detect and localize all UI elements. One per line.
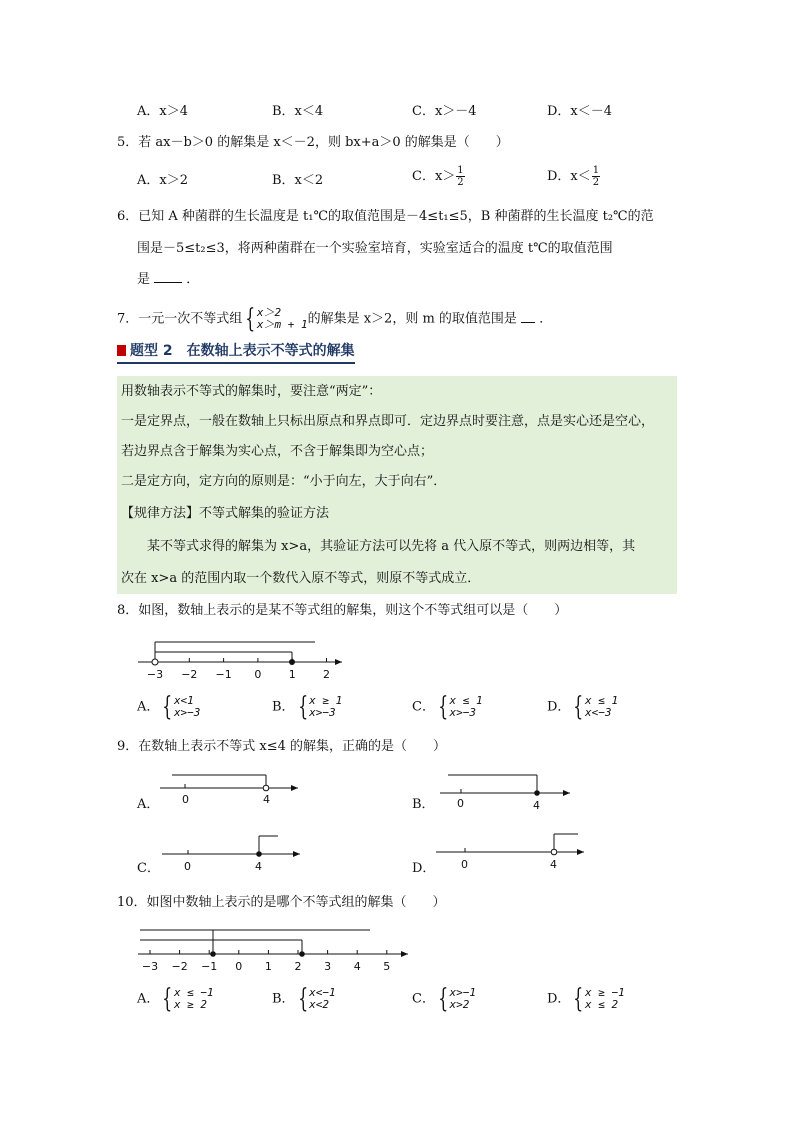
q6-line2: 围是－5≤t₂≤3，将两种菌群在一个实验室培育，实验室适合的温度 t℃的取值范围 xyxy=(137,241,613,256)
q5-stem: 5．若 ax－b＞0 的解集是 x＜－2，则 bx+a＞0 的解集是（ ） xyxy=(117,135,509,150)
q10ticks-tick-label: −1 xyxy=(201,960,218,973)
q4-option-a: A．x＞4 xyxy=(137,104,188,119)
q9-label-b: B． xyxy=(412,797,435,812)
svg-text:4: 4 xyxy=(550,858,557,871)
q10ticks-tick-label: −3 xyxy=(141,960,159,973)
q5-option-c: C．x＞ $\frac{1}{2}$ xyxy=(412,165,464,188)
q8ticks-tick-label: 2 xyxy=(323,668,330,681)
q10ticks-tick-label: 1 xyxy=(264,960,272,973)
q6-answer-blank xyxy=(154,270,182,283)
q7-stem: 7．一元一次不等式组 { x＞2 x＞m + 1 的解集是 x＞2，则 m 的取值范围是 ． xyxy=(117,304,553,334)
q9-option-b-line xyxy=(420,765,590,815)
q9-label-a: A． xyxy=(137,797,160,812)
q8-stem: 8．如图，数轴上表示的是某不等式组的解集，则这个不等式组可以是（ ） xyxy=(117,603,568,618)
q8-option-a: A． { x<1 x>−3 xyxy=(137,692,201,722)
svg-text:0: 0 xyxy=(461,858,468,871)
q7-system: { x＞2 x＞m + 1 xyxy=(245,304,308,334)
q10ticks-tick-label: 4 xyxy=(353,960,361,973)
q5-option-b: B．x＜2 xyxy=(272,173,324,188)
svg-text:4: 4 xyxy=(533,799,540,812)
q8-closed-point xyxy=(289,659,295,665)
q9-option-c-line xyxy=(150,828,310,878)
q4-option-d: D．x＜－4 xyxy=(547,104,613,119)
tip-line-2: 一是定界点，一般在数轴上只标出原点和界点即可．定边界点时要注意，点是实心还是空心， xyxy=(121,414,655,429)
q8-option-b: B． { x ≥ 1 x>−3 xyxy=(272,692,343,722)
q10-option-a: A． { x ≤ −1 x ≥ 2 xyxy=(137,984,214,1014)
q6-line3: 是 ． xyxy=(137,272,200,287)
q6-line1: 6．已知 A 种菌群的生长温度是 t₁℃的取值范围是－4≤t₁≤5，B 种菌群的生长温度 t₂℃的范 xyxy=(117,209,654,224)
q10-arrow-icon xyxy=(401,951,408,957)
q9-stem: 9．在数轴上表示不等式 x≤4 的解集，正确的是（ ） xyxy=(117,739,447,754)
q10ticks-tick-label: 2 xyxy=(294,960,302,973)
q8-option-c: C． { x ≤ 1 x>−3 xyxy=(412,692,483,722)
q8ticks-tick-label: −3 xyxy=(146,668,164,681)
q10ticks-tick-label: 3 xyxy=(324,960,332,973)
q10-point-neg1 xyxy=(210,951,216,957)
q8ticks-tick-label: −2 xyxy=(181,668,198,681)
q8ticks-tick-label: −1 xyxy=(215,668,232,681)
tip-line-5: 【规律方法】不等式解集的验证方法 xyxy=(121,506,330,521)
section-marker xyxy=(117,345,126,356)
q10-stem: 10．如图中数轴上表示的是哪个不等式组的解集（ ） xyxy=(117,895,446,910)
section-title: 题型 2 在数轴上表示不等式的解集 xyxy=(117,340,355,364)
svg-text:0: 0 xyxy=(184,860,191,873)
q8-number-line xyxy=(130,630,350,685)
q10ticks-tick-label: 0 xyxy=(235,960,243,973)
q10-option-c: C． { x>−1 x>2 xyxy=(412,984,476,1014)
q4-option-b: B．x＜4 xyxy=(272,104,324,119)
q8-open-point xyxy=(152,659,158,665)
tip-line-3: 若边界点含于解集为实心点，不含于解集即为空心点； xyxy=(121,444,434,459)
tip-line-6: 某不等式求得的解集为 x>a，其验证方法可以先将 a 代入原不等式，则两边相等，其 xyxy=(147,539,636,554)
q8-option-d: D． { x ≤ 1 x<−3 xyxy=(547,692,619,722)
q9-label-d: D． xyxy=(412,861,436,876)
q10-option-d: D． { x ≥ −1 x ≤ 2 xyxy=(547,984,625,1014)
tip-line-4: 二是定方向，定方向的原则是：“小于向左，大于向右”． xyxy=(121,474,447,489)
q8-arrow-icon xyxy=(335,659,342,665)
q5-option-d: D．x＜ $\frac{1}{2}$ xyxy=(547,165,600,188)
q8ticks-tick-label: 1 xyxy=(288,668,296,681)
q4-option-c: C．x＞－4 xyxy=(412,104,477,119)
svg-text:4: 4 xyxy=(255,860,262,873)
svg-text:0: 0 xyxy=(182,793,189,806)
q7-answer-blank xyxy=(521,310,535,323)
tip-line-1: 用数轴表示不等式的解集时，要注意“两定”： xyxy=(121,384,382,399)
q10-option-b: B． { x<−1 x<2 xyxy=(272,984,336,1014)
tip-line-7: 次在 x>a 的范围内取一个数代入原不等式，则原不等式成立． xyxy=(121,571,481,586)
q9-label-c: C． xyxy=(137,861,160,876)
svg-text:0: 0 xyxy=(457,797,464,810)
q10ticks-tick-label: 5 xyxy=(383,960,391,973)
svg-text:4: 4 xyxy=(263,793,270,806)
q10-point-2 xyxy=(299,951,305,957)
q10-number-line xyxy=(130,920,420,975)
q8ticks-tick-label: 0 xyxy=(254,668,262,681)
q5-option-a: A．x＞2 xyxy=(137,173,188,188)
q10ticks-tick-label: −2 xyxy=(171,960,188,973)
q9-option-d-line xyxy=(430,828,590,878)
